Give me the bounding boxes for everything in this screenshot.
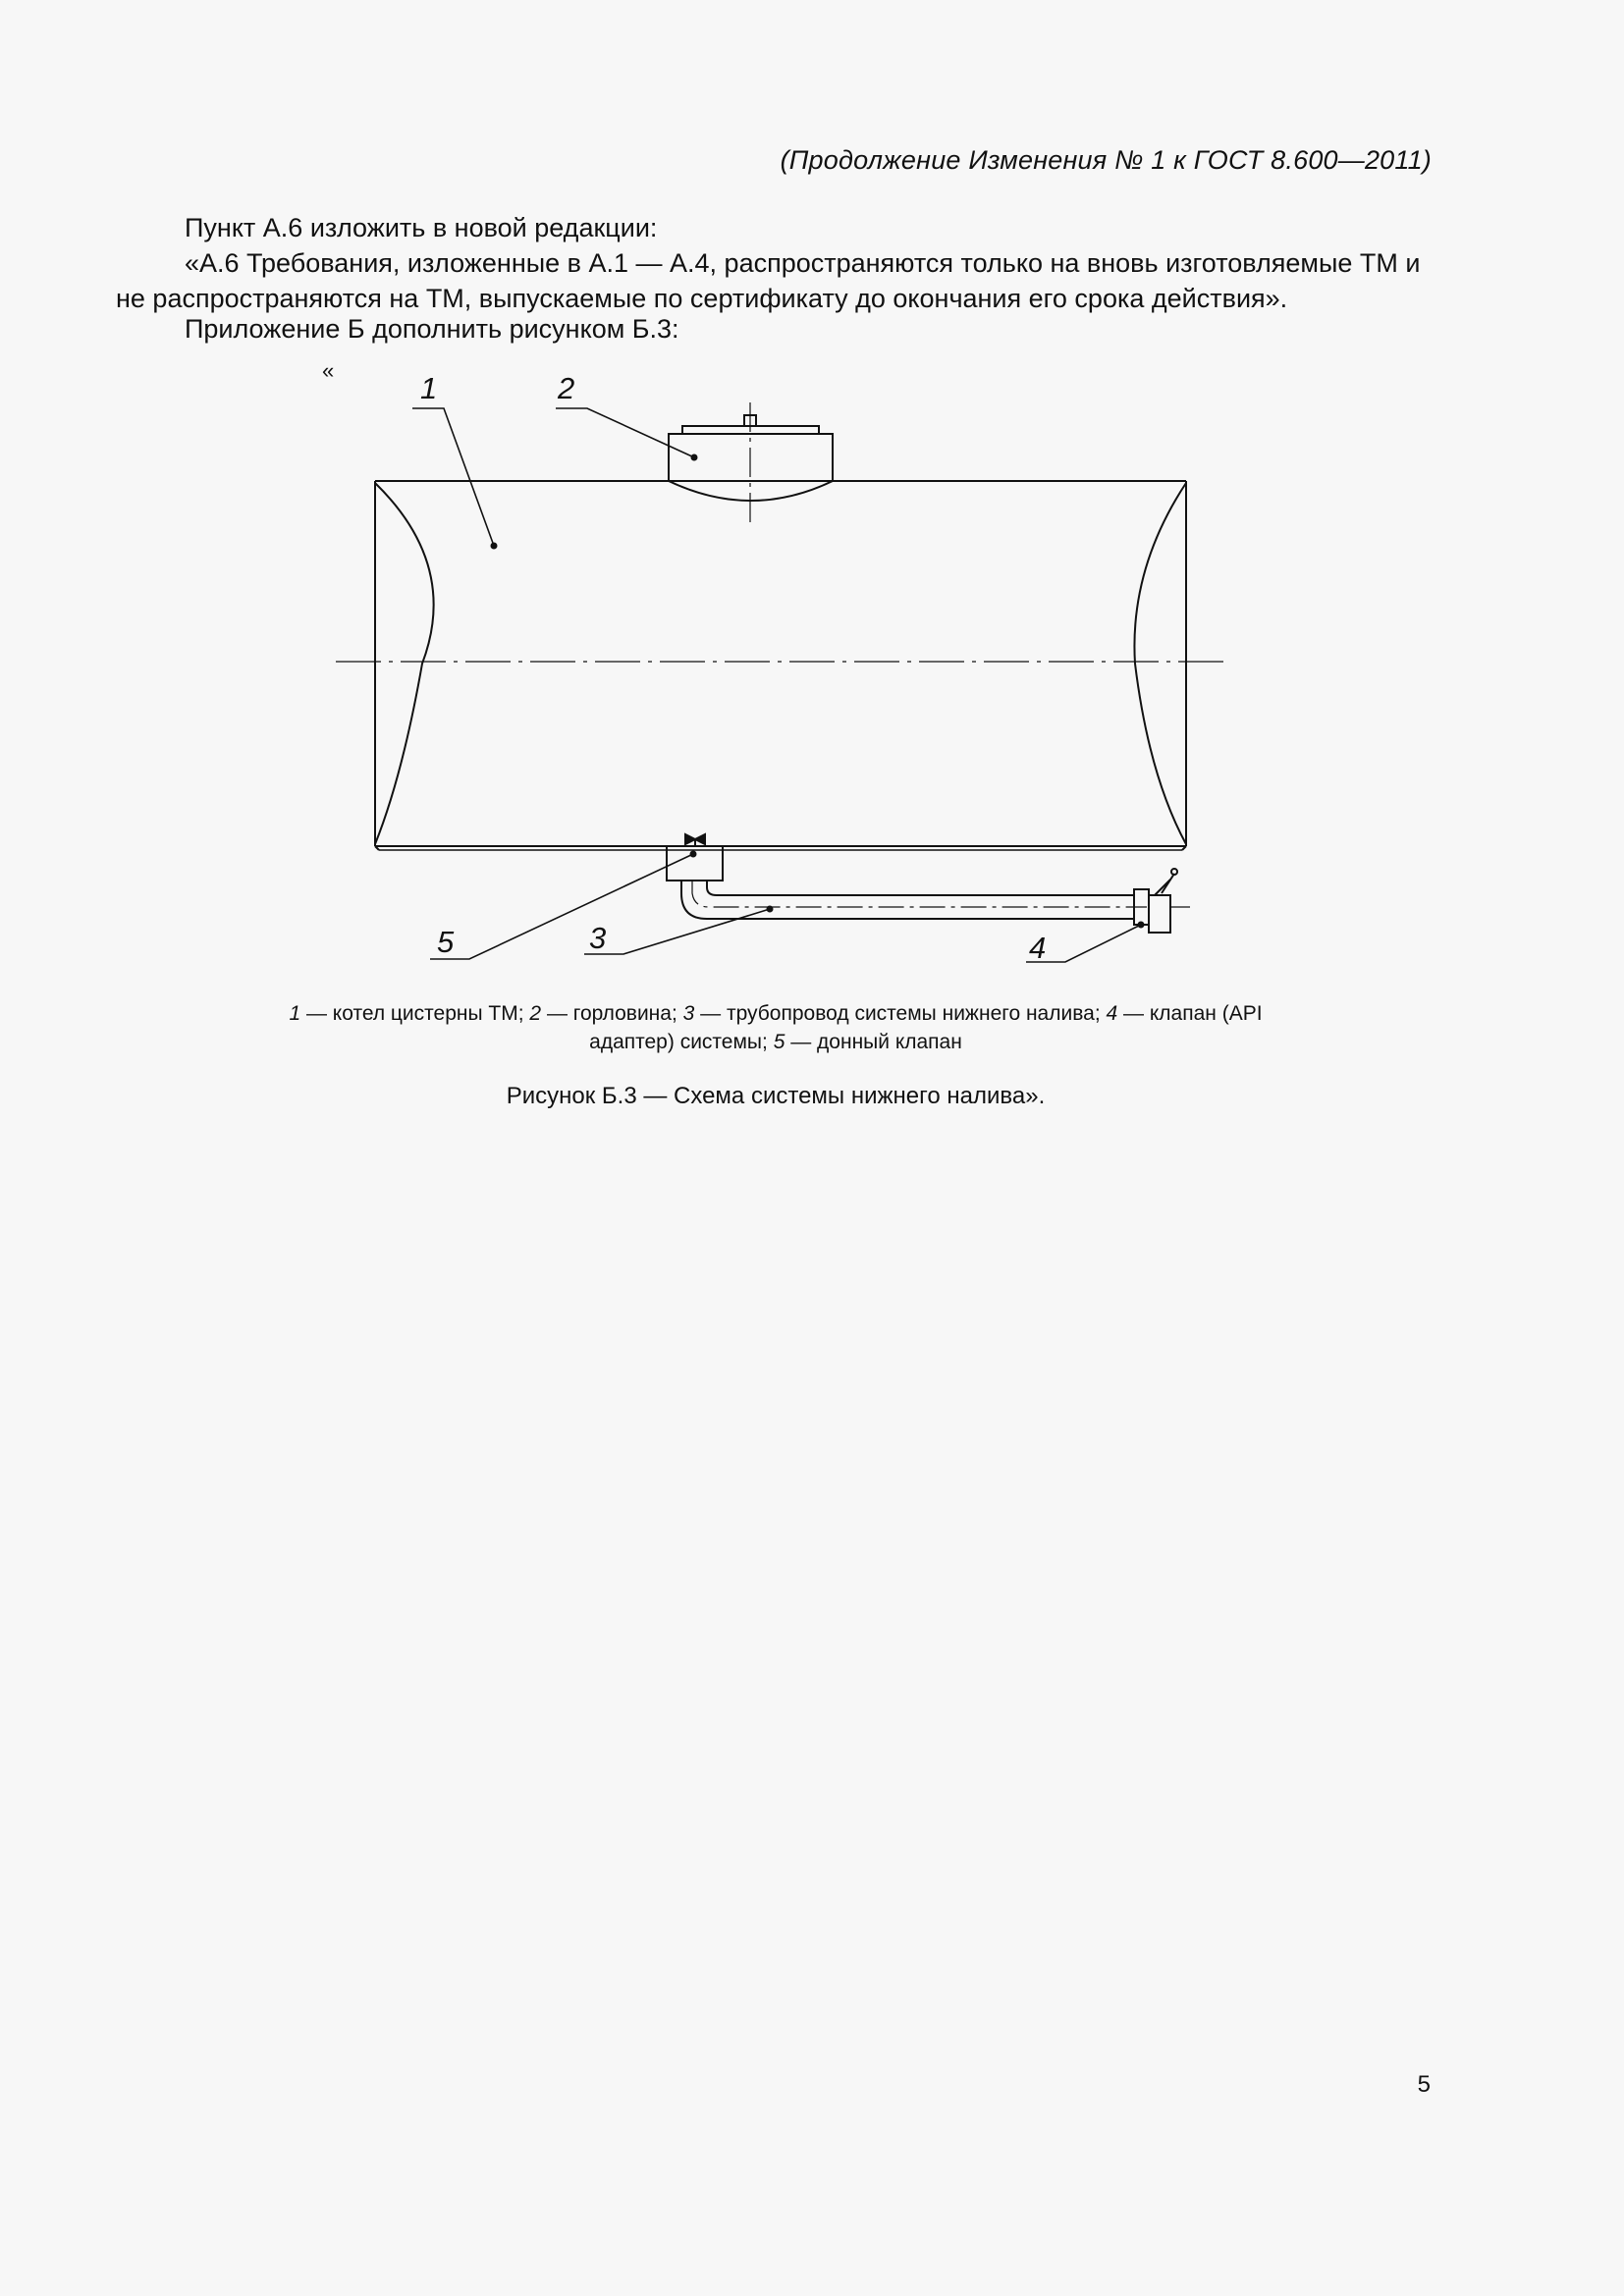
legend-text-5: — донный клапан [785, 1031, 962, 1053]
figure-legend [245, 999, 1306, 1056]
callout-1: 1 [420, 371, 438, 405]
legend-text-4: — клапан (API адаптер) системы; [589, 1002, 1263, 1053]
legend-text-3: — трубопровод системы нижнего налива; [694, 1002, 1107, 1025]
legend-num-4: 4 [1106, 1002, 1118, 1025]
legend-text-1: — котел цистерны ТМ; [300, 1002, 530, 1025]
callout-leaders [412, 408, 1141, 962]
callout-5: 5 [437, 925, 455, 959]
paragraph-item-a6: Пункт А.6 изложить в новой редакции: [185, 213, 658, 242]
tank-shell [375, 481, 1186, 850]
callout-2: 2 [558, 371, 575, 405]
manhole [669, 402, 833, 525]
pipeline [681, 881, 1147, 919]
legend-text-2: — горловина; [541, 1002, 683, 1025]
paragraph-a6-text: «А.6 Требования, изложенные в А.1 — А.4, распространяются только на вновь изготовляемые ТМ и не распространяются на ТМ, выпускаемые по сертификату до окончания его срока действия». [116, 248, 1421, 313]
legend-num-3: 3 [682, 1002, 695, 1025]
legend-num-5: 5 [773, 1031, 785, 1053]
bottom-loading-diagram [0, 0, 1624, 982]
paragraph-appendix-b: Приложение Б дополнить рисунком Б.3: [185, 314, 679, 344]
page-number: 5 [1417, 2071, 1431, 2098]
legend-num-1: 1 [289, 1002, 301, 1025]
continuation-note: (Продолжение Изменения № 1 к ГОСТ 8.600—2011) [780, 145, 1432, 175]
legend-num-2: 2 [529, 1002, 542, 1025]
callout-3: 3 [589, 921, 607, 955]
opening-quote: « [322, 358, 335, 383]
figure-caption: Рисунок Б.3 — Схема системы нижнего налива». [506, 1083, 1046, 1109]
callout-4: 4 [1029, 931, 1047, 965]
bottom-valve [667, 834, 723, 881]
